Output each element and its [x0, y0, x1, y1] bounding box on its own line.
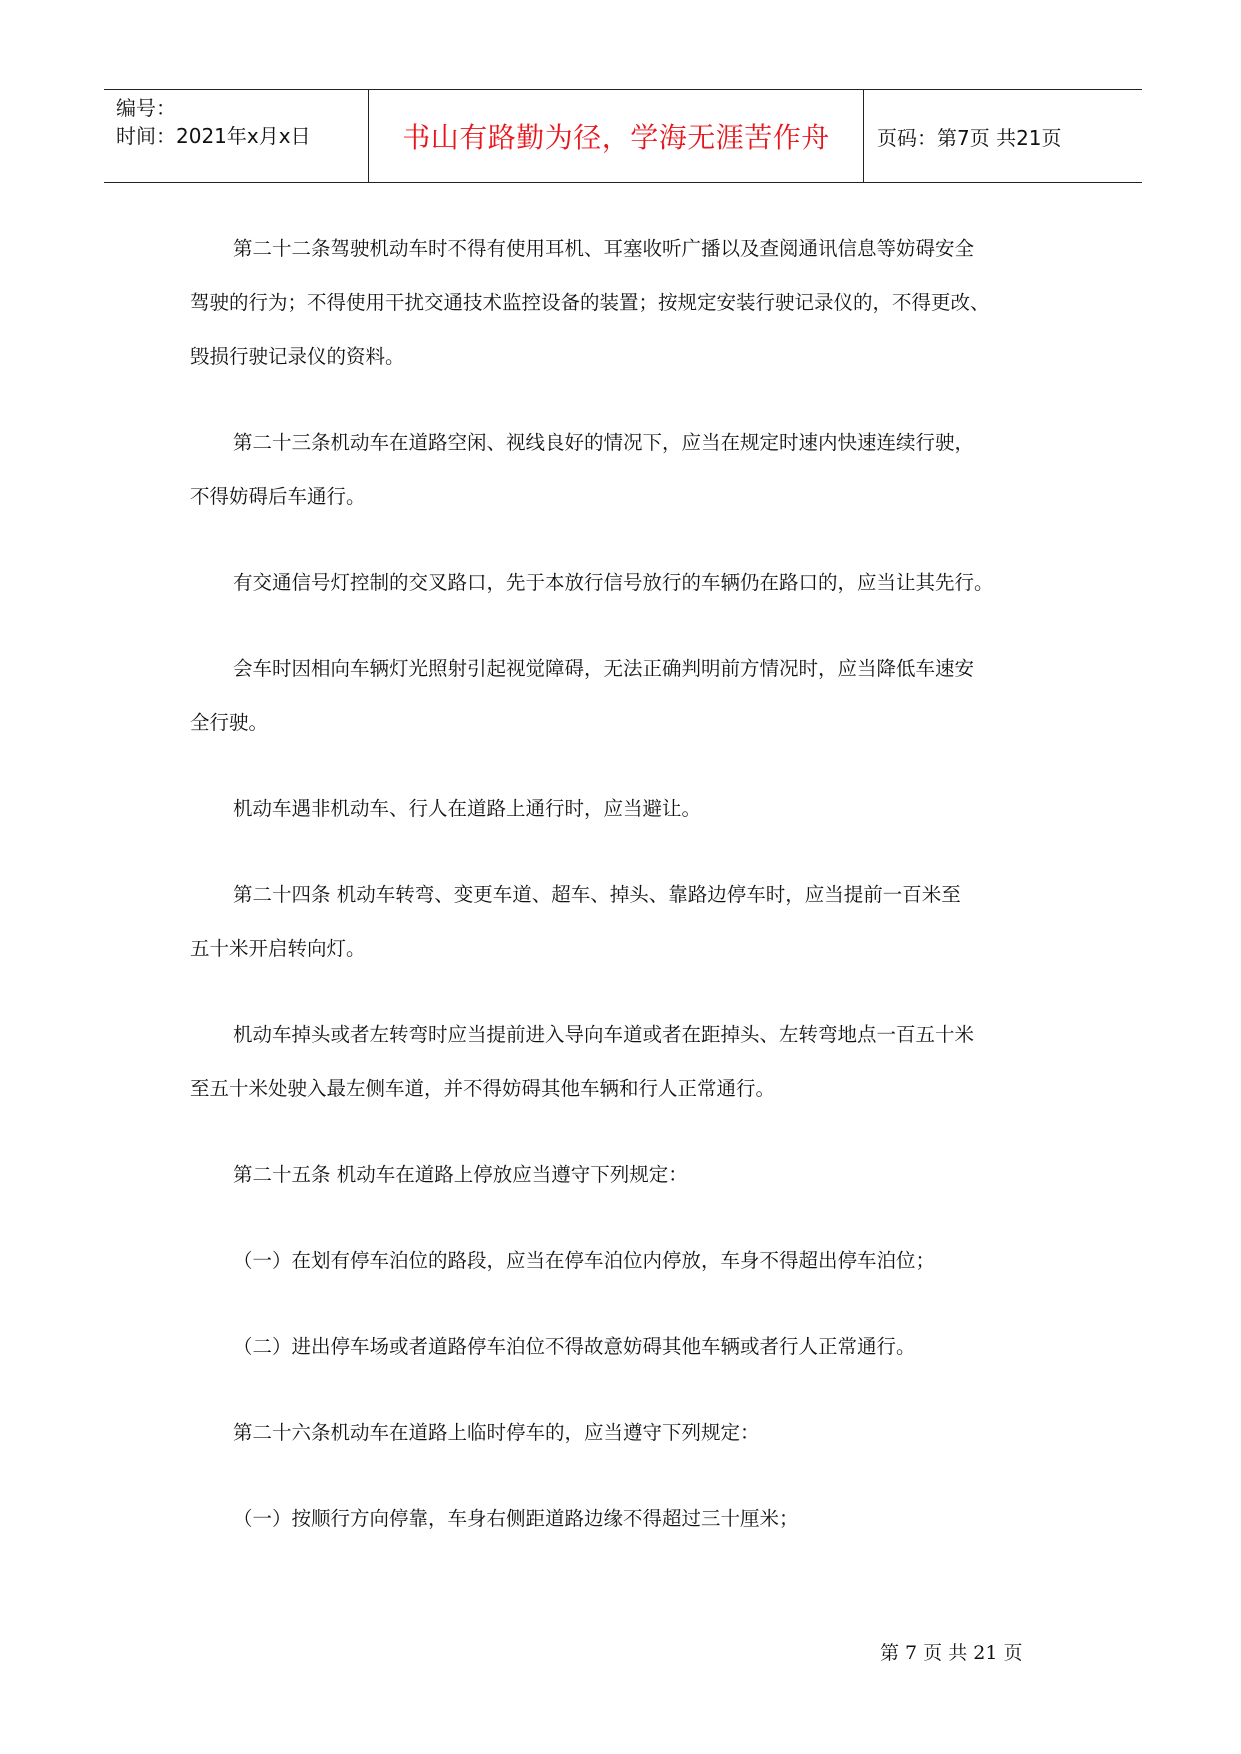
header-meta-cell [104, 90, 369, 182]
paragraph-signal-intersection [190, 556, 1070, 610]
header-motto: 书山有路勤为径，学海无涯苦作舟 [402, 121, 830, 154]
paragraph-article-25-item-1 [190, 1234, 1070, 1288]
paragraph-yield-pedestrians [190, 782, 1070, 836]
paragraph-line: 驾驶的行为；不得使用干扰交通技术监控设备的装置；按规定安装行驶记录仪的，不得更改、 [190, 291, 990, 314]
paragraph-meeting-vehicles [190, 642, 1070, 750]
date-label: 时间：2021年x月x日 [116, 124, 311, 148]
paragraph-article-22 [190, 222, 1070, 384]
page-header [104, 89, 1142, 183]
paragraph-u-turn [190, 1008, 1070, 1116]
paragraph-line: 五十米开启转向灯。 [190, 937, 366, 960]
paragraph-line: 第二十四条 机动车转弯、变更车道、超车、掉头、靠路边停车时，应当提前一百米至 [233, 883, 961, 906]
paragraph-line: 第二十五条 机动车在道路上停放应当遵守下列规定： [233, 1163, 688, 1186]
paragraph-article-24 [190, 868, 1070, 976]
paragraph-line: 第二十二条驾驶机动车时不得有使用耳机、耳塞收听广播以及查阅通讯信息等妨碍安全 [233, 237, 975, 260]
paragraph-line: 第二十六条机动车在道路上临时停车的，应当遵守下列规定： [233, 1421, 760, 1444]
paragraph-article-25-item-2 [190, 1320, 1070, 1374]
document-body [190, 222, 1070, 1578]
paragraph-line: （二）进出停车场或者道路停车泊位不得故意妨碍其他车辆或者行人正常通行。 [233, 1335, 916, 1358]
paragraph-line: （一）在划有停车泊位的路段，应当在停车泊位内停放，车身不得超出停车泊位； [233, 1249, 936, 1272]
paragraph-article-26 [190, 1406, 1070, 1460]
header-motto-cell [369, 90, 864, 182]
paragraph-article-26-item-1 [190, 1492, 1070, 1546]
paragraph-line: 第二十三条机动车在道路空闲、视线良好的情况下，应当在规定时速内快速连续行驶， [233, 431, 975, 454]
paragraph-line: 毁损行驶记录仪的资料。 [190, 345, 405, 368]
paragraph-line: 全行驶。 [190, 711, 269, 734]
paragraph-article-23 [190, 416, 1070, 524]
header-page-cell [864, 90, 1142, 182]
paragraph-line: 会车时因相向车辆灯光照射引起视觉障碍，无法正确判明前方情况时，应当降低车速安 [233, 657, 975, 680]
page-footer: 第 7 页 共 21 页 [880, 1642, 1023, 1664]
paragraph-line: 机动车掉头或者左转弯时应当提前进入导向车道或者在距掉头、左转弯地点一百五十米 [233, 1023, 975, 1046]
paragraph-line: 有交通信号灯控制的交叉路口，先于本放行信号放行的车辆仍在路口的，应当让其先行。 [233, 571, 994, 594]
paragraph-line: 不得妨碍后车通行。 [190, 485, 366, 508]
header-page-info: 页码：第7页 共21页 [877, 125, 1062, 150]
paragraph-line: （一）按顺行方向停靠，车身右侧距道路边缘不得超过三十厘米； [233, 1507, 799, 1530]
serial-number-label: 编号： [116, 96, 176, 120]
paragraph-line: 机动车遇非机动车、行人在道路上通行时，应当避让。 [233, 797, 702, 820]
paragraph-article-25 [190, 1148, 1070, 1202]
paragraph-line: 至五十米处驶入最左侧车道，并不得妨碍其他车辆和行人正常通行。 [190, 1077, 776, 1100]
